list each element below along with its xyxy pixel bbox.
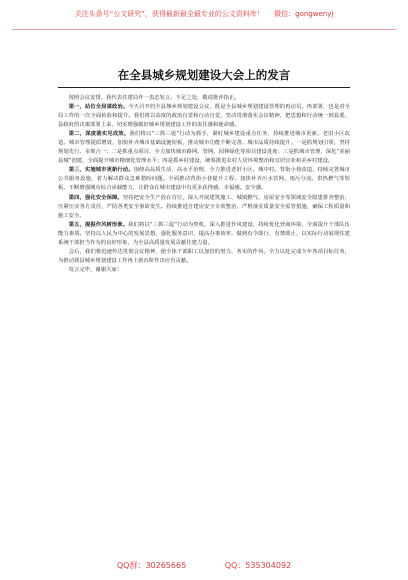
document-title: 在全县城乡规划建设大会上的发言 (117, 68, 291, 82)
paragraph-text: 今天召开的全县城乡规划建设会议，既是全县城乡规划建设管理的再动员、再部署，也是对全局工作的一次全面检验和提升。我们将以高度的政治自觉和行动自觉，坚决贯彻落实会议精神，把思想和行动统一到县委、县政府的决策部署上来，切实增强做好城乡规划建设工作的责任感和使命感。 (58, 104, 351, 129)
paragraph (58, 221, 350, 248)
paragraph-lead: 第一，站位全局谋政治。 (68, 104, 129, 111)
paragraph-text: 按照会议安排，我代表住建局作一表态发言。不足之处，敬请批评指正。 (68, 95, 240, 101)
paragraph-lead: 第五，提振作风树形象。 (68, 221, 129, 228)
contact-footer (0, 560, 408, 572)
paragraph (58, 94, 350, 103)
paragraph-lead: 第四，强化安全保障。 (68, 194, 123, 201)
title-divider (58, 87, 350, 88)
paragraph-text: 我们将以“三抓三促”行动为契机，深入推进作风建设，持续优化营商环境，全面提升干部队伍能力素质。坚持以人民为中心的发展思想，强化服务意识，提高办事效率，做到有令即行、有禁即止，以实际行动展现住建系统干部担当作为的良好形象，为全县高质量发展贡献住建力量。 (58, 221, 350, 246)
paragraph (58, 130, 350, 166)
paragraph-text: 发言完毕，谢谢大家！ (68, 266, 123, 273)
paragraph-text: 我们将以“三抓三促”行动为抓手，紧盯城乡建设重点任务，持续推进城市更新、老旧小区改造、城市管理提质增效，加快补齐城市基础设施短板，推动城市功能不断完善、城市品质持续提升。一是抓规划引领，坚持规划先行、多规合一；二是抓重点项目，全力加快城市路网、管网、园林绿化等项目建设进度；三是抓城市管理，深化“美丽县城”创建，全面提升城市精细化管理水平；四是抓乡村建设，统筹推进农村人居环境整治和宜居宜业和美乡村建设。 (58, 131, 350, 165)
promo-banner (0, 8, 408, 30)
paragraph-lead: 第二，深度落实见成效。 (68, 131, 130, 138)
promo-banner-right: 微信：gongwenyj (274, 10, 334, 18)
paragraph-lead: 第三，实施城市更新行动。 (68, 167, 134, 174)
promo-banner-left: 关注头条号“公文研究”，获得最新最全最专业的公文资料库！ (74, 10, 264, 18)
paragraph (58, 266, 350, 275)
document-body (58, 94, 350, 275)
qq-group-text: QQ群：30265665 (116, 561, 187, 570)
paragraph-text: 坚持把安全生产放在首位，深入开展建筑施工、城镇燃气、房屋安全等领域安全隐患排查整治，压紧压实各方责任，严防各类安全事故发生。持续推进自建房安全专项整治，严格落实质量安全监管措施，确保工程质量和施工安全。 (58, 194, 351, 219)
banner-divider (12, 29, 396, 30)
paragraph-text: 会后，我们将迅速传达贯彻会议精神，使全体干部职工以加倍的努力、务实的作风，全力以赴完成全年各项目标任务，为推动我县城乡规划建设工作再上新台阶作出应有贡献。 (58, 248, 350, 264)
paragraph (58, 103, 350, 130)
paragraph-text: 围绕高品质生活、高水平治理，全力推进老旧小区、城中村、背街小巷改造，持续完善城市公共服务设施，着力解决群众急难愁盼问题。全面推动背街小巷提升工程，加快补齐污水管网、雨污分流、供热燃气等短板，不断增强城市综合承载能力，让群众在城市建设中有更多获得感、幸福感、安全感。 (58, 167, 351, 192)
paragraph (58, 248, 350, 266)
paragraph (58, 194, 350, 221)
qq-text: QQ：535304092 (224, 561, 292, 570)
paragraph (58, 166, 350, 193)
